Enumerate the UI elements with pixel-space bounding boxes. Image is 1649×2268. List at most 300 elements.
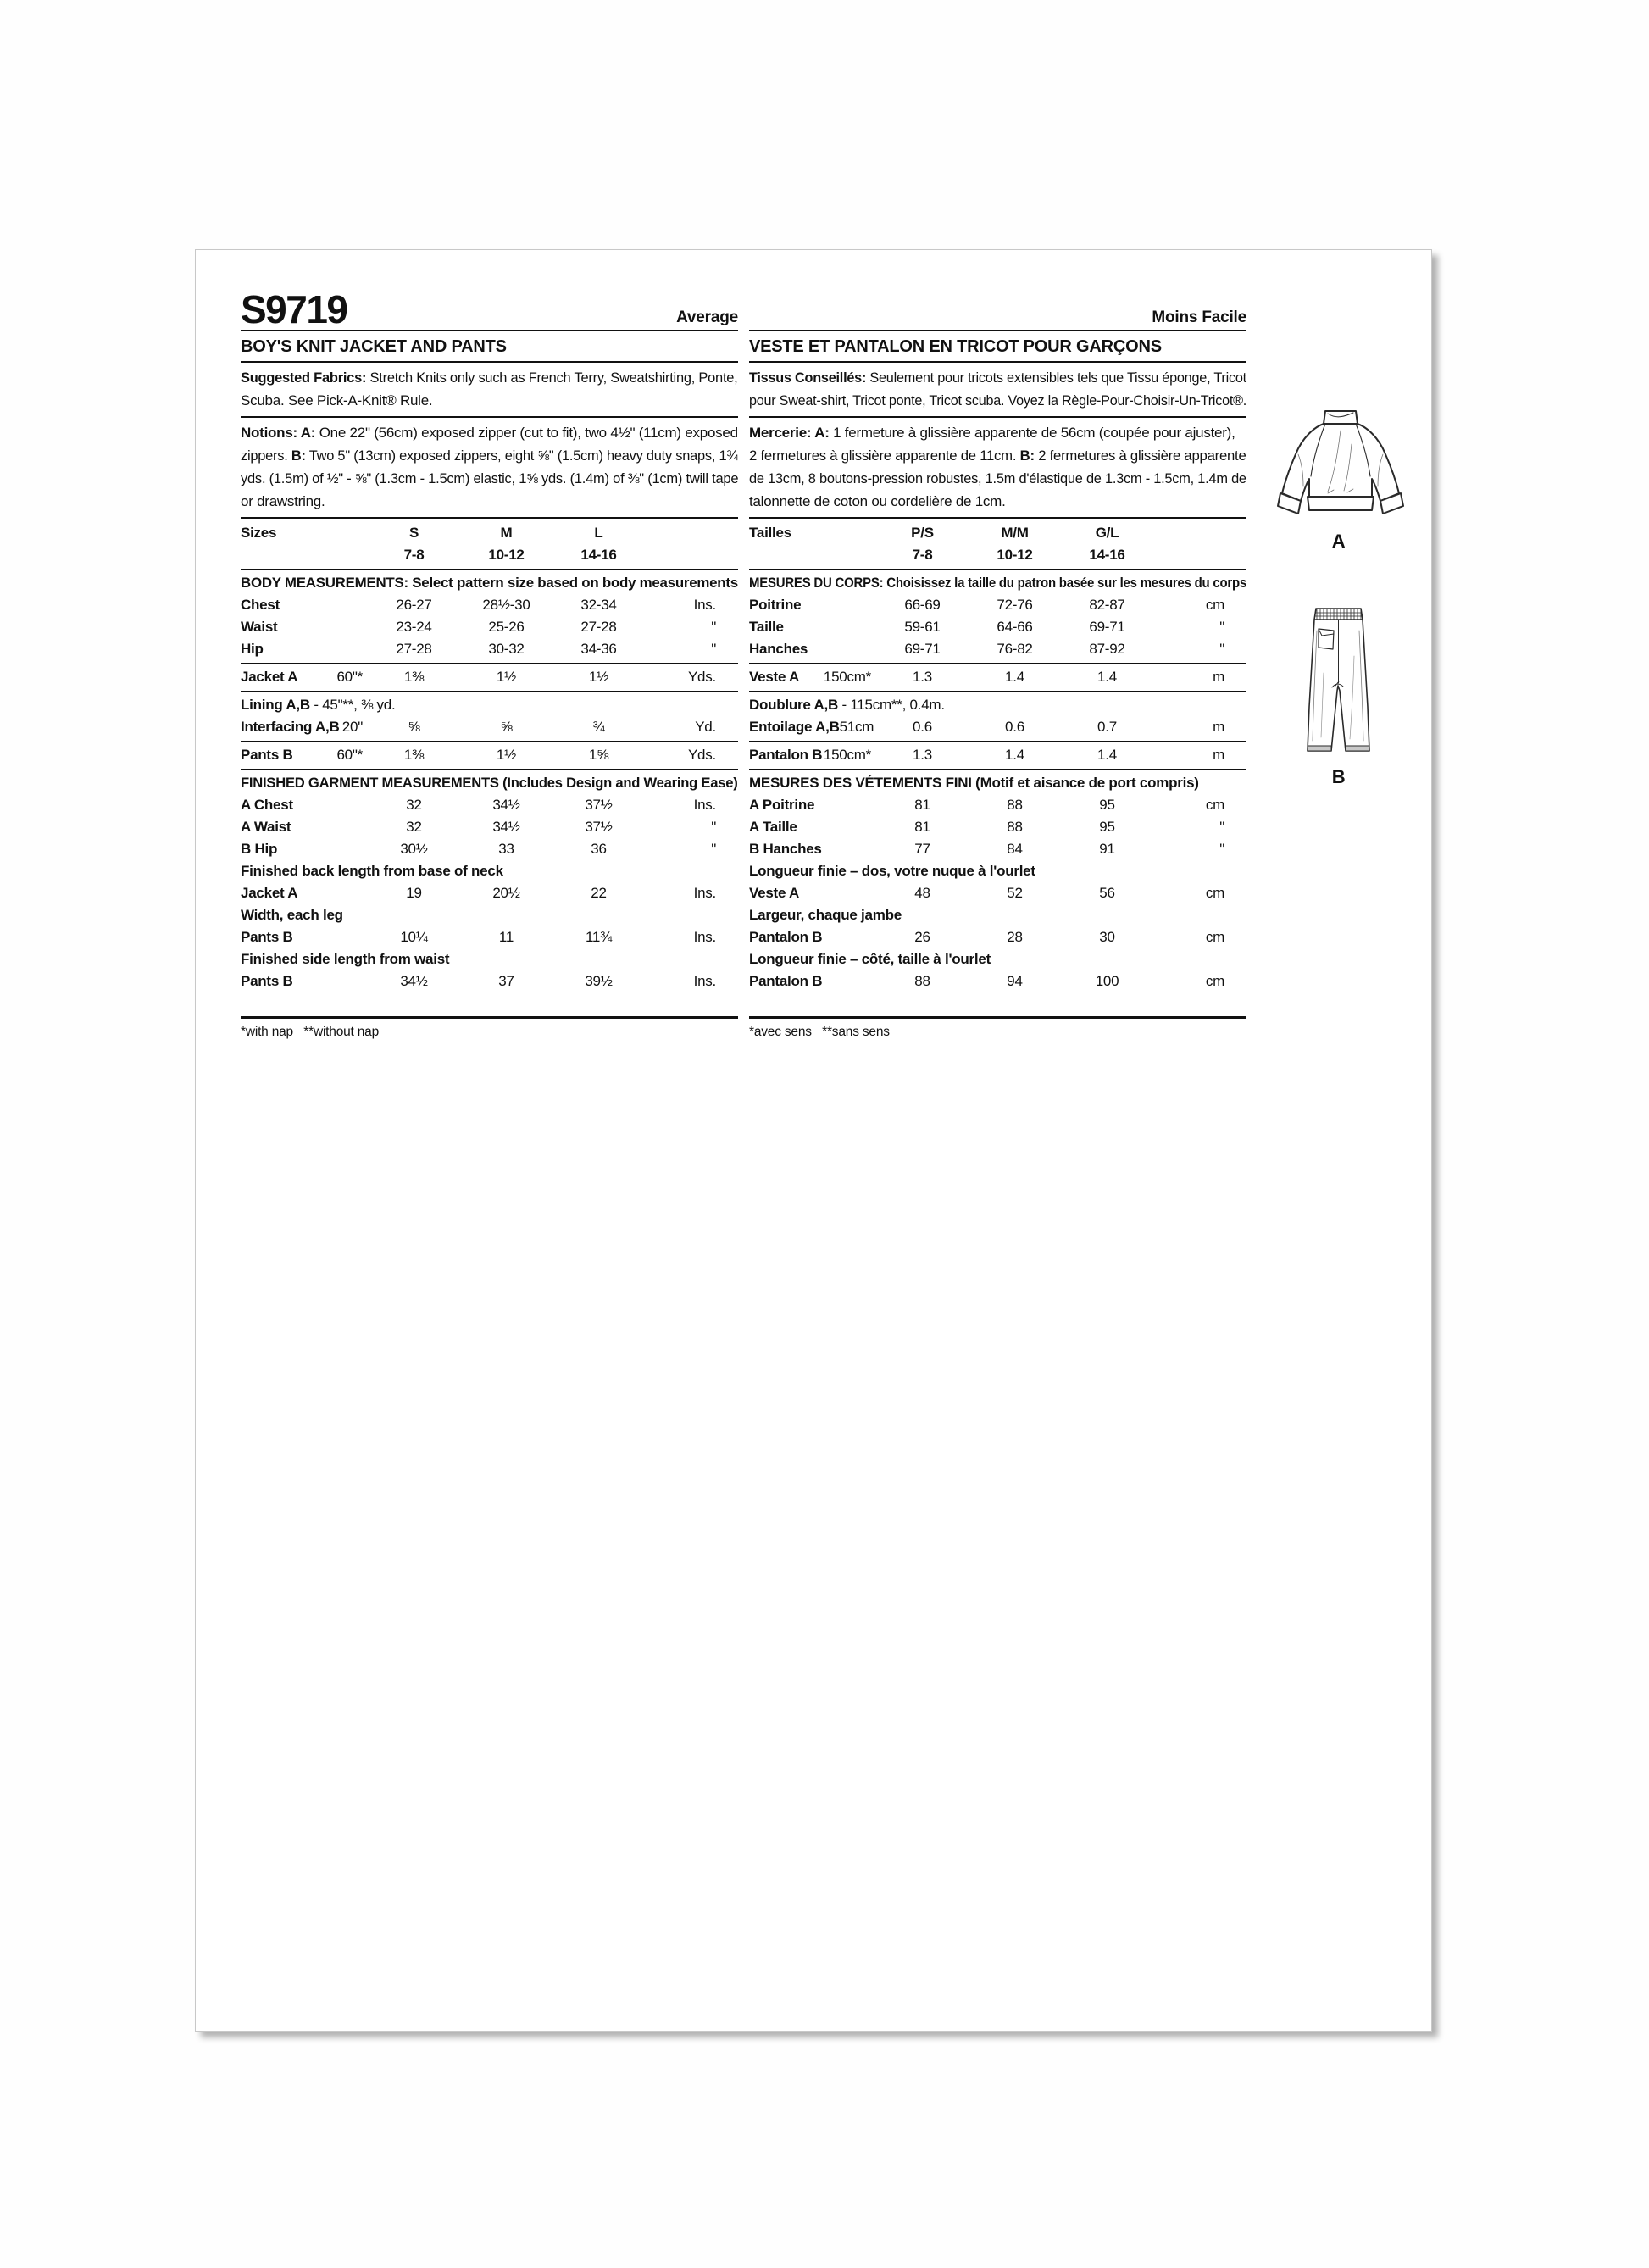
value-size-1-text: 1⅜ (403, 747, 425, 763)
fabric-width-spec: 60"* (336, 669, 363, 685)
value-size-1 (368, 666, 460, 688)
jacket-a-line-drawing (1277, 405, 1404, 524)
mercerie-paragraph (749, 418, 1246, 519)
value-size-2 (969, 638, 1061, 660)
row-label: Jacket A (241, 885, 298, 901)
note-row (241, 694, 738, 716)
value-size-2-text: 88 (1007, 819, 1023, 835)
sub-header-row (749, 904, 1246, 926)
row-label: Pants B (241, 929, 293, 945)
unit-cell-text: Ins. (693, 597, 716, 613)
pants-b-line-drawing (1305, 605, 1373, 758)
value-size-3-text: ¾ (592, 719, 605, 735)
garment-title-fr: VESTE ET PANTALON EN TRICOT POUR GARÇONS (749, 331, 1246, 363)
row-label-cell (241, 816, 368, 838)
unit-cell (645, 838, 738, 860)
value-size-2-text: 1.4 (1005, 747, 1024, 763)
unit-cell-text: " (711, 841, 716, 857)
value-size-1-text: 26 (914, 929, 930, 945)
paragraph-line (749, 444, 1246, 467)
table-row (749, 616, 1246, 638)
row-label: Pantalon B (749, 929, 823, 945)
value-size-2-text: 25-26 (488, 619, 525, 635)
value-size-3-text: 1½ (588, 669, 609, 685)
value-size-3 (552, 794, 645, 816)
value-size-2-text: 11 (498, 929, 514, 945)
value-size-1-text: 26-27 (396, 597, 432, 613)
value-size-3-text: 1.4 (1097, 747, 1117, 763)
row-label-cell (241, 838, 368, 860)
row-label: B Hip (241, 841, 278, 857)
value-size-2 (969, 794, 1061, 816)
section-header-row (749, 572, 1246, 594)
value-size-2 (460, 744, 552, 766)
row-label: Chest (241, 597, 280, 613)
value-size-1 (368, 522, 460, 544)
value-size-1-text: 7-8 (912, 547, 933, 563)
table-row (241, 926, 738, 948)
section-header-row (749, 772, 1246, 794)
value-size-2 (969, 666, 1061, 688)
value-size-1 (368, 816, 460, 838)
value-size-3 (552, 666, 645, 688)
paragraph-line (241, 366, 738, 389)
row-label-cell (749, 594, 876, 616)
row-label-cell (749, 926, 876, 948)
row-label: Pants B (241, 747, 293, 763)
unit-cell-text: cm (1205, 885, 1224, 901)
value-size-3 (552, 816, 645, 838)
value-size-3 (552, 838, 645, 860)
bold-text-run: Mercerie: A: (749, 425, 830, 441)
text-run: pour Sweat-shirt, Tricot ponte, Tricot scuba. Voyez la Règle-Pour-Choisir-Un-Tricot®. (749, 392, 1247, 409)
value-size-3-text: 1⅝ (588, 747, 609, 763)
garment-title-en: BOY'S KNIT JACKET AND PANTS (241, 331, 738, 363)
size-header-row (749, 522, 1246, 544)
paragraph-line (241, 421, 738, 444)
value-size-2 (969, 716, 1061, 738)
unit-cell-text: cm (1205, 973, 1224, 989)
value-size-2 (969, 522, 1061, 544)
value-size-2-text: 1½ (496, 669, 517, 685)
unit-cell-text: m (1213, 747, 1224, 763)
unit-cell (645, 926, 738, 948)
row-label-cell (749, 882, 876, 904)
note-rest: - 45"**, ⅜ yd. (309, 697, 396, 713)
unit-cell (645, 970, 738, 992)
value-size-2-text: 84 (1007, 841, 1023, 857)
row-label-cell (241, 794, 368, 816)
unit-cell (645, 794, 738, 816)
value-size-3-text: 34-36 (580, 641, 617, 657)
unit-cell (1153, 794, 1246, 816)
row-label: Waist (241, 619, 278, 635)
table-row (241, 794, 738, 816)
value-size-1 (368, 594, 460, 616)
value-size-2 (969, 926, 1061, 948)
value-size-2-text: 28 (1007, 929, 1023, 945)
value-size-3-text: 37½ (585, 819, 613, 835)
unit-cell (645, 594, 738, 616)
value-size-1 (368, 926, 460, 948)
unit-cell-text: Ins. (693, 929, 716, 945)
value-size-3 (1061, 716, 1153, 738)
value-size-2-text: 20½ (492, 885, 520, 901)
row-label: A Chest (241, 797, 293, 813)
value-size-1-text: 32 (406, 797, 422, 813)
table-row (749, 816, 1246, 838)
text-run: 1 fermeture à glissière apparente de 56cm (coupée pour ajuster), (829, 425, 1235, 441)
header-text: Longueur finie – dos, votre nuque à l'ourlet (749, 863, 1035, 879)
text-run: yds. (1.5m) of ½" - ⅝" (1.3cm - 1.5cm) elastic, 1⅝ yds. (1.4m) of ⅜" (1cm) twill tape (241, 470, 739, 486)
unit-cell-text: cm (1205, 597, 1224, 613)
value-size-1 (368, 638, 460, 660)
value-size-1-text: 81 (914, 797, 930, 813)
text-run: talonnette de coton ou cordelière de 1cm. (749, 493, 1006, 509)
size-header-row (241, 544, 738, 566)
value-size-1 (876, 970, 969, 992)
paragraph-line (749, 366, 1246, 389)
table-row (241, 638, 738, 660)
paragraph-line (749, 421, 1235, 444)
spacer (241, 992, 738, 1003)
value-size-1-text: 88 (914, 973, 930, 989)
value-size-1 (876, 926, 969, 948)
value-size-3-text: 22 (591, 885, 607, 901)
value-size-3 (1061, 882, 1153, 904)
row-label-cell (749, 638, 876, 660)
sub-header-row (241, 904, 738, 926)
text-run: Scuba. See Pick-A-Knit® Rule. (241, 392, 433, 409)
value-size-2 (460, 926, 552, 948)
jacket-back-illustration (1277, 405, 1404, 524)
footnote: *with nap **without nap (241, 1025, 380, 1039)
row-label-cell (749, 716, 876, 738)
horizontal-rule (749, 663, 1246, 664)
value-size-3 (552, 716, 645, 738)
unit-cell-text: Ins. (693, 885, 716, 901)
value-size-2-text: 10-12 (997, 547, 1033, 563)
fabric-width-spec: 150cm* (823, 747, 871, 763)
value-size-1 (368, 882, 460, 904)
horizontal-rule (749, 569, 1246, 570)
row-label: Tailles (749, 525, 791, 541)
value-size-3 (552, 882, 645, 904)
value-size-2 (460, 638, 552, 660)
measurement-table-en (241, 519, 738, 1040)
value-size-2 (969, 816, 1061, 838)
value-size-3-text: 82-87 (1089, 597, 1125, 613)
value-size-3-text: L (594, 525, 603, 541)
value-size-2 (460, 594, 552, 616)
value-size-3-text: 69-71 (1089, 619, 1125, 635)
value-size-3-text: 56 (1099, 885, 1115, 901)
sub-header-row (749, 860, 1246, 882)
value-size-1-text: 34½ (400, 973, 428, 989)
value-size-3 (1061, 522, 1153, 544)
value-size-2-text: 94 (1007, 973, 1023, 989)
paragraph-line (749, 490, 1006, 513)
horizontal-rule (241, 769, 738, 770)
header-text: MESURES DES VÉTEMENTS FINI (Motif et aisance de port compris) (749, 775, 1199, 791)
bold-text-run: B: (291, 447, 306, 464)
value-size-3 (1061, 594, 1153, 616)
row-label-cell (749, 970, 876, 992)
value-size-1 (368, 794, 460, 816)
size-header-row (749, 544, 1246, 566)
value-size-1 (368, 838, 460, 860)
english-column (241, 286, 739, 1040)
bold-text-run: Notions: A: (241, 425, 316, 441)
value-size-2-text: 10-12 (488, 547, 525, 563)
horizontal-rule (749, 1016, 1246, 1019)
value-size-1 (876, 794, 969, 816)
fabric-width-spec: 20" (341, 719, 363, 735)
header-text: FINISHED GARMENT MEASUREMENTS (Includes Design and Wearing Ease) (241, 775, 738, 791)
table-row (241, 970, 738, 992)
value-size-1 (876, 666, 969, 688)
value-size-2-text: 30-32 (488, 641, 525, 657)
value-size-2-text: 0.6 (1005, 719, 1024, 735)
value-size-3-text: 91 (1099, 841, 1115, 857)
row-label-cell (749, 616, 876, 638)
table-row (241, 838, 738, 860)
value-size-3 (1061, 970, 1153, 992)
value-size-3-text: G/L (1095, 525, 1119, 541)
line-art-column (1246, 289, 1431, 788)
value-size-3-text: 95 (1099, 797, 1115, 813)
text-run: Two 5" (13cm) exposed zippers, eight ⅝" (1.5cm) heavy duty snaps, 1¾ (305, 447, 738, 464)
table-row (749, 838, 1246, 860)
table-row (749, 970, 1246, 992)
value-size-2 (460, 666, 552, 688)
measurement-table-fr (749, 519, 1246, 1040)
value-size-2-text: ⅝ (500, 719, 513, 735)
value-size-2-text: 1.4 (1005, 669, 1024, 685)
pants-back-illustration (1305, 605, 1373, 758)
note-rest: - 115cm**, 0.4m. (837, 697, 945, 713)
row-label-cell (749, 522, 876, 544)
value-size-2 (969, 544, 1061, 566)
table-row (241, 594, 738, 616)
difficulty-rating-fr: Moins Facile (1152, 309, 1246, 326)
value-size-1 (876, 882, 969, 904)
value-size-2-text: 34½ (492, 797, 520, 813)
value-size-1 (368, 716, 460, 738)
value-size-3 (1061, 794, 1153, 816)
horizontal-rule (241, 1016, 738, 1019)
row-label-cell (241, 882, 368, 904)
horizontal-rule (241, 741, 738, 742)
difficulty-rating-en: Average (676, 309, 738, 326)
value-size-3-text: 14-16 (580, 547, 617, 563)
unit-cell-text: cm (1205, 797, 1224, 813)
value-size-3 (1061, 544, 1153, 566)
value-size-1-text: ⅝ (408, 719, 420, 735)
row-label-cell (241, 638, 368, 660)
value-size-3 (1061, 616, 1153, 638)
note-label: Lining A,B (241, 697, 310, 713)
value-size-1-text: 32 (406, 819, 422, 835)
value-size-1 (368, 616, 460, 638)
value-size-1-text: 23-24 (396, 619, 432, 635)
table-row (241, 882, 738, 904)
value-size-2-text: 76-82 (997, 641, 1033, 657)
pattern-envelope-back (195, 249, 1432, 2032)
row-label-cell (241, 666, 368, 688)
sub-header-row (241, 860, 738, 882)
value-size-1-text: 10¼ (400, 929, 428, 945)
bold-text-run: Suggested Fabrics: (241, 370, 367, 386)
value-size-3 (552, 744, 645, 766)
unit-cell-text: " (711, 641, 716, 657)
size-header-row (241, 522, 738, 544)
value-size-2 (460, 838, 552, 860)
row-label: Poitrine (749, 597, 802, 613)
unit-cell (1153, 594, 1246, 616)
value-size-1 (876, 744, 969, 766)
unit-cell-text: " (1219, 641, 1224, 657)
table-row (241, 744, 738, 766)
section-header-row (241, 772, 738, 794)
row-label-cell (241, 522, 368, 544)
row-label-cell (241, 616, 368, 638)
row-label: Taille (749, 619, 784, 635)
header-text: MESURES DU CORPS: Choisissez la taille du patron basée sur les mesures du corps (749, 575, 1247, 591)
value-size-1-text: 59-61 (904, 619, 941, 635)
paragraph-line (241, 490, 325, 513)
value-size-2 (969, 882, 1061, 904)
header-text: Finished side length from waist (241, 951, 450, 967)
unit-cell (1153, 926, 1246, 948)
row-label-cell (749, 666, 876, 688)
value-size-1-text: 48 (914, 885, 930, 901)
section-header-row (241, 572, 738, 594)
unit-cell-text: m (1213, 719, 1224, 735)
value-size-3-text: 1.4 (1097, 669, 1117, 685)
value-size-3-text: 39½ (585, 973, 613, 989)
value-size-3 (552, 970, 645, 992)
unit-cell (1153, 666, 1246, 688)
header-text: Largeur, chaque jambe (749, 907, 902, 923)
value-size-1-text: 1.3 (913, 747, 932, 763)
unit-cell (1153, 744, 1246, 766)
unit-cell (1153, 616, 1246, 638)
value-size-2-text: 28½-30 (482, 597, 530, 613)
value-size-1 (876, 816, 969, 838)
value-size-3 (552, 544, 645, 566)
view-b-label: B (1331, 766, 1346, 787)
horizontal-rule (241, 691, 738, 692)
value-size-2-text: 52 (1007, 885, 1023, 901)
french-column (749, 289, 1246, 1040)
pattern-number: S9719 (241, 286, 347, 331)
value-size-3 (1061, 838, 1153, 860)
header-text: BODY MEASUREMENTS: Select pattern size based on body measurements (241, 575, 738, 591)
value-size-3 (1061, 638, 1153, 660)
unit-cell (645, 744, 738, 766)
unit-cell (1153, 838, 1246, 860)
unit-cell-text: Ins. (693, 973, 716, 989)
bold-text-run: B: (1019, 447, 1035, 464)
horizontal-rule (241, 569, 738, 570)
page-content (241, 286, 1431, 2031)
fabric-width-spec: 150cm* (823, 669, 871, 685)
value-size-1 (368, 544, 460, 566)
text-run: Seulement pour tricots extensibles tels que Tissu éponge, Tricot (866, 370, 1246, 386)
paragraph-line (749, 467, 1246, 490)
sub-header-row (749, 948, 1246, 970)
unit-cell (645, 816, 738, 838)
row-label: A Poitrine (749, 797, 815, 813)
header-text: Finished back length from base of neck (241, 863, 503, 879)
text-run: 2 fermetures à glissière apparente de 11cm. (749, 447, 1020, 464)
note-text (749, 694, 945, 716)
value-size-2 (969, 616, 1061, 638)
value-size-1-text: 81 (914, 819, 930, 835)
value-size-2 (969, 744, 1061, 766)
unit-cell (1153, 970, 1246, 992)
unit-cell (1153, 638, 1246, 660)
value-size-3-text: 32-34 (580, 597, 617, 613)
horizontal-rule (749, 741, 1246, 742)
unit-cell-text: Ins. (693, 797, 716, 813)
footnote: *avec sens **sans sens (749, 1025, 890, 1039)
value-size-2 (460, 816, 552, 838)
row-label-cell (241, 594, 368, 616)
value-size-2 (460, 522, 552, 544)
value-size-3 (552, 926, 645, 948)
table-row (749, 716, 1246, 738)
row-label: Veste A (749, 669, 800, 685)
text-run: zippers. (241, 447, 291, 464)
table-row (749, 744, 1246, 766)
view-a-label: A (1331, 531, 1346, 552)
unit-cell-text: Yds. (687, 747, 716, 763)
paragraph-line (749, 389, 1246, 412)
text-run: One 22" (56cm) exposed zipper (cut to fit), two 4½" (11cm) exposed (315, 425, 738, 441)
unit-cell-text: " (711, 819, 716, 835)
row-label-cell (241, 926, 368, 948)
text-run: 2 fermetures à glissière apparente (1034, 447, 1246, 464)
value-size-3 (1061, 816, 1153, 838)
value-size-1 (876, 594, 969, 616)
table-row (749, 882, 1246, 904)
header-text: Width, each leg (241, 907, 343, 923)
value-size-2-text: M (500, 525, 513, 541)
value-size-3-text: 0.7 (1097, 719, 1117, 735)
unit-cell (645, 638, 738, 660)
horizontal-rule (241, 663, 738, 664)
value-size-1-text: 66-69 (904, 597, 941, 613)
table-row (749, 794, 1246, 816)
value-size-1 (876, 838, 969, 860)
unit-cell-text: cm (1205, 929, 1224, 945)
value-size-2-text: 1½ (496, 747, 517, 763)
row-label-cell (749, 744, 876, 766)
row-label: Entoilage A,B (749, 719, 840, 735)
value-size-1-text: 27-28 (396, 641, 432, 657)
paragraph-line (241, 389, 432, 412)
row-label: A Taille (749, 819, 797, 835)
value-size-2 (969, 594, 1061, 616)
fabric-width-spec: 60"* (336, 747, 363, 763)
value-size-1-text: 0.6 (913, 719, 932, 735)
value-size-2 (460, 544, 552, 566)
row-label: Sizes (241, 525, 277, 541)
unit-cell (645, 716, 738, 738)
value-size-1 (876, 716, 969, 738)
